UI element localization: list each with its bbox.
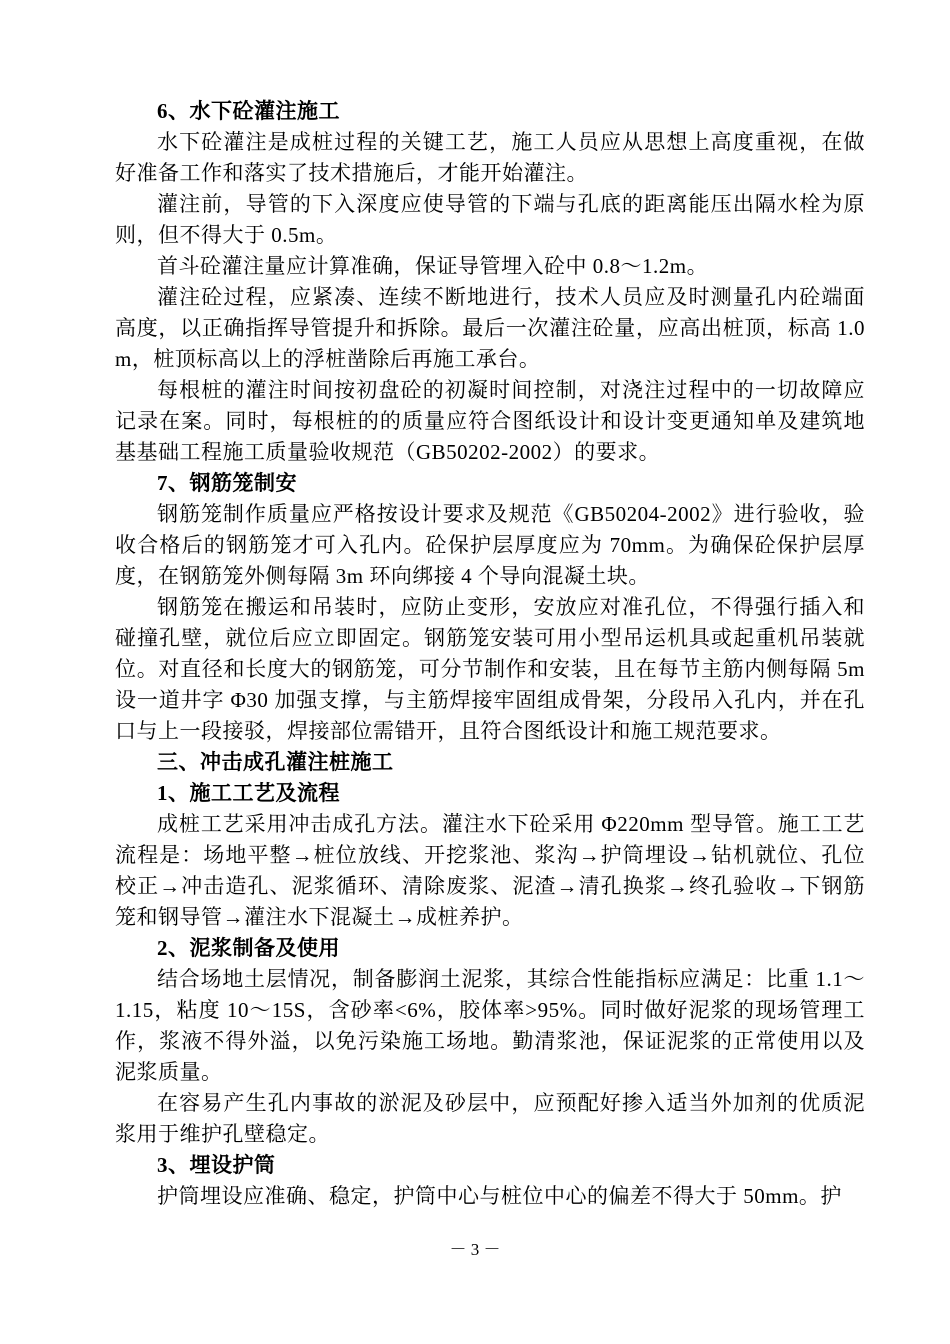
body-paragraph: 水下砼灌注是成桩过程的关键工艺，施工人员应从思想上高度重视，在做好准备工作和落实了技术措施后，才能开始灌注。: [115, 130, 865, 185]
body-paragraph: 在容易产生孔内事故的淤泥及砂层中，应预配好掺入适当外加剂的优质泥浆用于维护孔壁稳定。: [115, 1091, 865, 1146]
section-heading: 1、施工工艺及流程: [157, 781, 340, 805]
section-heading: 3、埋设护筒: [157, 1153, 276, 1177]
body-paragraph: 灌注砼过程，应紧凑、连续不断地进行，技术人员应及时测量孔内砼端面高度，以正确指挥导管提升和拆除。最后一次灌注砼量，应高出桩顶，标高 1.0m，桩顶标高以上的浮桩凿除后再施工承台。: [115, 285, 865, 371]
body-paragraph: 灌注前，导管的下入深度应使导管的下端与孔底的距离能压出隔水栓为原则，但不得大于 0.5m。: [115, 192, 865, 247]
body-paragraph: 每根桩的灌注时间按初盘砼的初凝时间控制，对浇注过程中的一切故障应记录在案。同时，每根桩的的质量应符合图纸设计和设计变更通知单及建筑地基基础工程施工质量验收规范（GB50202-2002）的要求。: [115, 378, 865, 464]
document-body: [115, 96, 865, 1212]
body-paragraph: 钢筋笼在搬运和吊装时，应防止变形，安放应对准孔位，不得强行插入和碰撞孔壁，就位后应立即固定。钢筋笼安装可用小型吊运机具或起重机吊装就位。对直径和长度大的钢筋笼，可分节制作和安装，且在每节主筋内侧每隔 5m 设一道井字 Φ30 加强支撑，与主筋焊接牢固组成骨架，分段吊入孔内，并在孔口与上一段接驳，焊接部位需错开，且符合图纸设计和施工规范要求。: [115, 595, 865, 743]
body-paragraph: 首斗砼灌注量应计算准确，保证导管埋入砼中 0.8～1.2m。: [157, 254, 709, 278]
body-paragraph: 护筒埋设应准确、稳定，护筒中心与桩位中心的偏差不得大于 50mm。护: [157, 1184, 842, 1208]
body-paragraph: 结合场地土层情况，制备膨润土泥浆，其综合性能指标应满足：比重 1.1～1.15，粘度 10～15S，含砂率<6%，胶体率>95%。同时做好泥浆的现场管理工作，浆液不得外溢，以免污染施工场地。勤清浆池，保证泥浆的正常使用以及泥浆质量。: [115, 967, 865, 1084]
body-paragraph: 成桩工艺采用冲击成孔方法。灌注水下砼采用 Φ220mm 型导管。施工工艺流程是：场地平整→桩位放线、开挖浆池、浆沟→护筒埋设→钻机就位、孔位校正→冲击造孔、泥浆循环、清除废浆、泥渣→清孔换浆→终孔验收→下钢筋笼和钢导管→灌注水下混凝土→成桩养护。: [115, 812, 865, 929]
body-paragraph: 钢筋笼制作质量应严格按设计要求及规范《GB50204-2002》进行验收，验收合格后的钢筋笼才可入孔内。砼保护层厚度应为 70mm。为确保砼保护层厚度，在钢筋笼外侧每隔 3m 环向绑接 4 个导向混凝土块。: [115, 502, 865, 588]
page-number: － 3 －: [449, 1240, 501, 1259]
section-heading: 7、钢筋笼制安: [157, 471, 297, 495]
section-heading: 6、水下砼灌注施工: [157, 99, 340, 123]
section-heading: 三、冲击成孔灌注桩施工: [157, 750, 394, 774]
section-heading: 2、泥浆制备及使用: [157, 936, 340, 960]
